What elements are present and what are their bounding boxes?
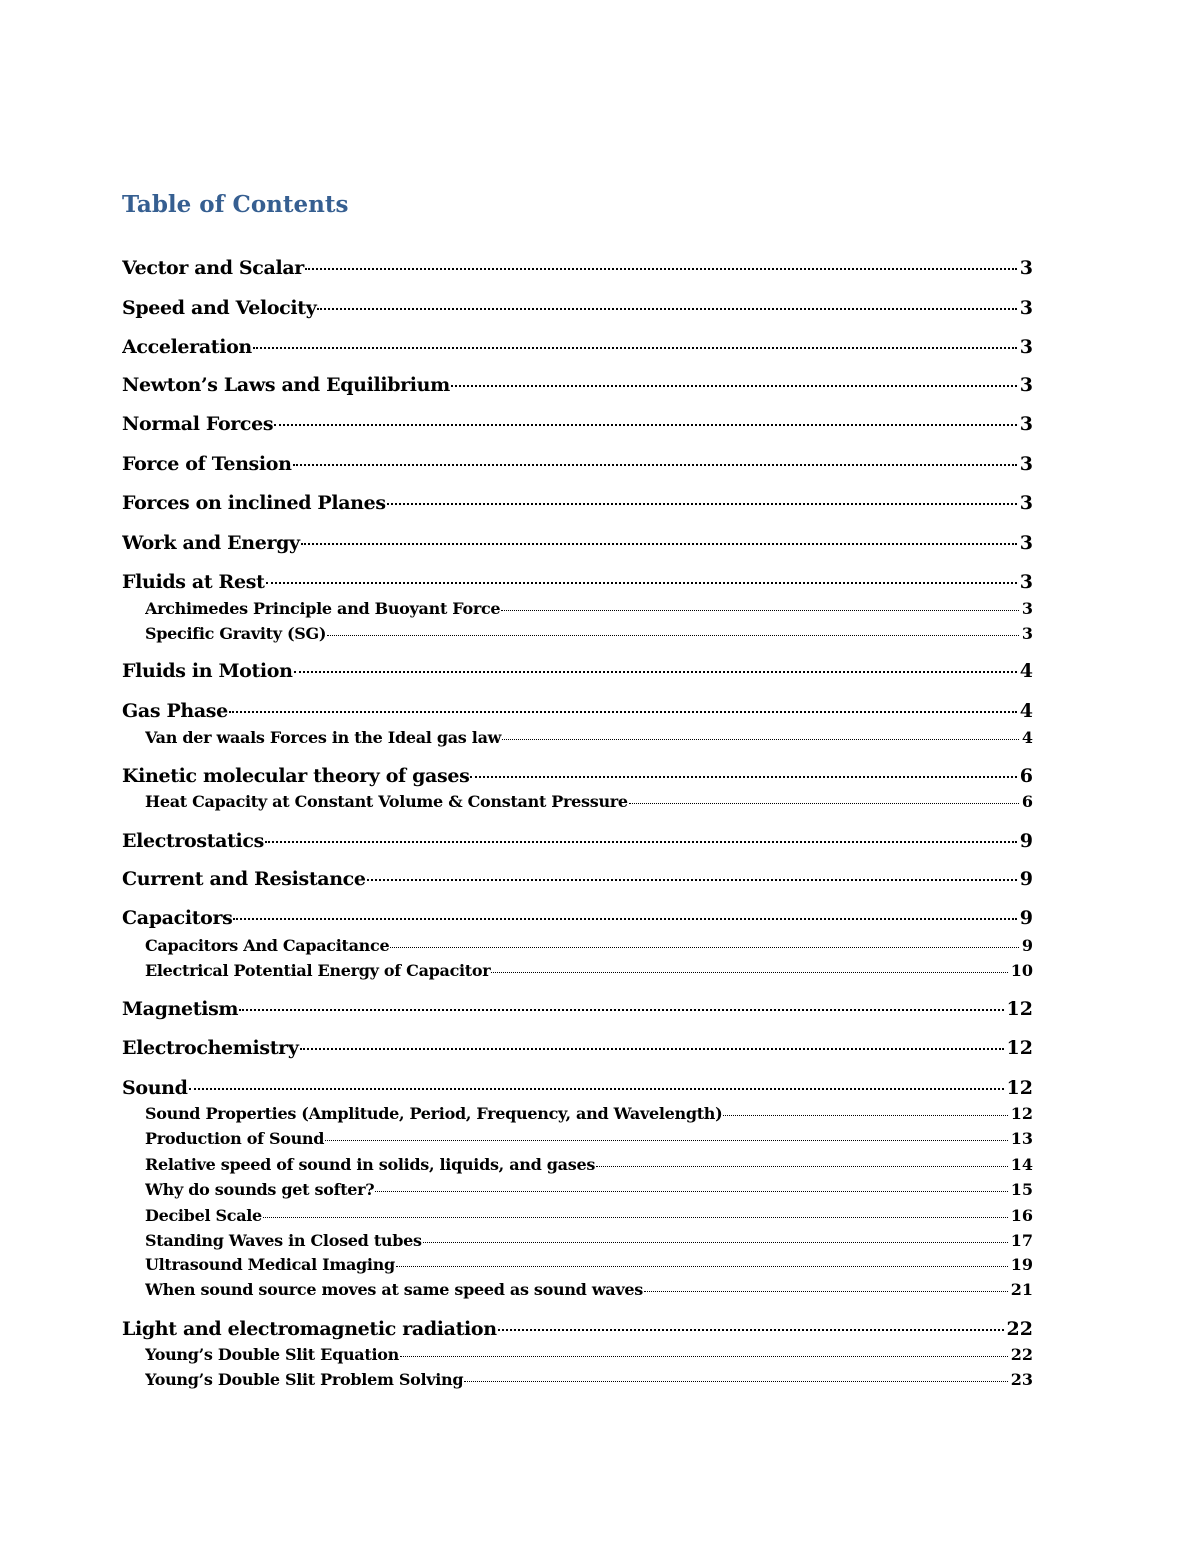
toc-entry-page: 3 xyxy=(1019,374,1033,396)
dot-leader xyxy=(301,543,1017,545)
dot-leader xyxy=(596,1166,1008,1167)
toc-entry-page: 16 xyxy=(1010,1206,1033,1225)
toc-entry-page: 13 xyxy=(1010,1129,1033,1148)
toc-entry-title: Relative speed of sound in solids, liquids, and gases xyxy=(145,1155,596,1174)
toc-entry-page: 4 xyxy=(1019,660,1033,682)
toc-entry-page: 17 xyxy=(1010,1231,1033,1250)
toc-entry[interactable] xyxy=(122,1074,1033,1102)
toc-entry-page: 21 xyxy=(1010,1280,1033,1299)
dot-leader xyxy=(390,947,1019,948)
toc-subentry[interactable] xyxy=(145,1368,1033,1392)
toc-entry-page: 3 xyxy=(1019,336,1033,358)
toc-entry[interactable] xyxy=(122,568,1033,596)
toc-entry-page: 12 xyxy=(1006,1037,1033,1059)
toc-entry-title: Acceleration xyxy=(122,336,252,358)
toc-entry-page: 3 xyxy=(1019,571,1033,593)
dot-leader xyxy=(491,972,1007,973)
toc-subentry[interactable] xyxy=(145,1278,1033,1302)
dot-leader xyxy=(464,1381,1007,1382)
toc-entry-page: 22 xyxy=(1010,1345,1033,1364)
toc-entry-title: Specific Gravity (SG) xyxy=(145,624,327,643)
toc-entry-title: Decibel Scale xyxy=(145,1206,262,1225)
toc-entry-page: 6 xyxy=(1019,765,1033,787)
toc-entry-title: Kinetic molecular theory of gases xyxy=(122,765,470,787)
toc-entry-title: Van der waals Forces in the Ideal gas law xyxy=(145,728,502,747)
dot-leader xyxy=(325,1140,1008,1141)
dot-leader xyxy=(367,879,1017,881)
toc-entry-page: 12 xyxy=(1006,998,1033,1020)
dot-leader xyxy=(263,1217,1008,1218)
toc-entry-page: 9 xyxy=(1019,868,1033,890)
toc-entry-title: Production of Sound xyxy=(145,1129,325,1148)
dot-leader xyxy=(293,464,1017,466)
toc-entry-page: 3 xyxy=(1019,413,1033,435)
toc-entry-title: Fluids at Rest xyxy=(122,571,265,593)
toc-entry-page: 9 xyxy=(1019,907,1033,929)
toc-entry[interactable] xyxy=(122,904,1033,932)
toc-entry-page: 3 xyxy=(1019,492,1033,514)
toc-title: Table of Contents xyxy=(122,191,349,218)
toc-subentry[interactable] xyxy=(145,1178,1033,1202)
dot-leader xyxy=(470,776,1016,778)
toc-entry[interactable] xyxy=(122,294,1033,322)
dot-leader xyxy=(387,503,1017,505)
toc-entry[interactable] xyxy=(122,489,1033,517)
dot-leader xyxy=(396,1266,1008,1267)
toc-entry-title: Gas Phase xyxy=(122,700,228,722)
toc-entry-page: 12 xyxy=(1006,1077,1033,1099)
toc-entry[interactable] xyxy=(122,450,1033,478)
toc-entry-title: Normal Forces xyxy=(122,413,274,435)
toc-entry-title: Vector and Scalar xyxy=(122,257,304,279)
dot-leader xyxy=(375,1191,1007,1192)
toc-entry-title: Speed and Velocity xyxy=(122,297,317,319)
toc-subentry[interactable] xyxy=(145,726,1033,750)
toc-subentry[interactable] xyxy=(145,934,1033,958)
toc-entry-page: 4 xyxy=(1019,700,1033,722)
toc-subentry[interactable] xyxy=(145,1153,1033,1177)
toc-entry[interactable] xyxy=(122,762,1033,790)
toc-subentry[interactable] xyxy=(145,622,1033,646)
toc-entry[interactable] xyxy=(122,1315,1033,1343)
dot-leader xyxy=(305,268,1017,270)
toc-entry-title: When sound source moves at same speed as sound waves xyxy=(145,1280,643,1299)
toc-entry[interactable] xyxy=(122,529,1033,557)
dot-leader xyxy=(300,1048,1004,1050)
toc-entry-title: Electrical Potential Energy of Capacitor xyxy=(145,961,491,980)
toc-entry-title: Forces on inclined Planes xyxy=(122,492,386,514)
toc-entry-page: 12 xyxy=(1010,1104,1033,1123)
toc-entry-title: Sound Properties (Amplitude, Period, Frequency, and Wavelength) xyxy=(145,1104,723,1123)
toc-subentry[interactable] xyxy=(145,597,1033,621)
dot-leader xyxy=(723,1115,1007,1116)
toc-entry-title: Newton’s Laws and Equilibrium xyxy=(122,374,450,396)
toc-subentry[interactable] xyxy=(145,1102,1033,1126)
toc-entry-title: Force of Tension xyxy=(122,453,292,475)
toc-entry-title: Standing Waves in Closed tubes xyxy=(145,1231,422,1250)
toc-entry-title: Young’s Double Slit Problem Solving xyxy=(145,1370,464,1389)
dot-leader xyxy=(502,739,1019,740)
toc-entry-title: Work and Energy xyxy=(122,532,300,554)
toc-entry-page: 4 xyxy=(1021,728,1033,747)
toc-entry-title: Light and electromagnetic radiation xyxy=(122,1318,497,1340)
toc-entry-page: 3 xyxy=(1019,297,1033,319)
toc-entry-title: Capacitors xyxy=(122,907,233,929)
dot-leader xyxy=(239,1009,1003,1011)
toc-entry-title: Magnetism xyxy=(122,998,239,1020)
toc-entry-title: Ultrasound Medical Imaging xyxy=(145,1255,395,1274)
toc-entry[interactable] xyxy=(122,995,1033,1023)
toc-entry[interactable] xyxy=(122,697,1033,725)
toc-entry-page: 3 xyxy=(1019,257,1033,279)
toc-entry-title: Sound xyxy=(122,1077,188,1099)
toc-subentry[interactable] xyxy=(145,1343,1033,1367)
toc-entry[interactable] xyxy=(122,1034,1033,1062)
dot-leader xyxy=(274,424,1017,426)
toc-entry-page: 3 xyxy=(1019,532,1033,554)
dot-leader xyxy=(327,635,1019,636)
toc-entry-page: 19 xyxy=(1010,1255,1033,1274)
toc-entry-title: Why do sounds get softer? xyxy=(145,1180,375,1199)
toc-entry-page: 3 xyxy=(1019,453,1033,475)
toc-entry-page: 3 xyxy=(1021,599,1033,618)
dot-leader xyxy=(498,1329,1004,1331)
toc-subentry[interactable] xyxy=(145,790,1033,814)
dot-leader xyxy=(317,308,1016,310)
toc-entry-page: 9 xyxy=(1021,936,1033,955)
toc-subentry[interactable] xyxy=(145,959,1033,983)
dot-leader xyxy=(233,918,1016,920)
dot-leader xyxy=(294,671,1017,673)
toc-entry[interactable] xyxy=(122,371,1033,399)
toc-entry[interactable] xyxy=(122,410,1033,438)
dot-leader xyxy=(189,1088,1004,1090)
dot-leader xyxy=(253,347,1017,349)
dot-leader xyxy=(266,582,1017,584)
toc-entry[interactable] xyxy=(122,657,1033,685)
dot-leader xyxy=(501,610,1019,611)
toc-entry-page: 23 xyxy=(1010,1370,1033,1389)
toc-entry-title: Archimedes Principle and Buoyant Force xyxy=(145,599,501,618)
toc-entry-title: Young’s Double Slit Equation xyxy=(145,1345,399,1364)
toc-entry-page: 3 xyxy=(1021,624,1033,643)
dot-leader xyxy=(229,711,1017,713)
dot-leader xyxy=(629,803,1019,804)
dot-leader xyxy=(265,841,1017,843)
toc-entry[interactable] xyxy=(122,254,1033,282)
toc-subentry[interactable] xyxy=(145,1204,1033,1228)
dot-leader xyxy=(451,385,1017,387)
toc-entry-title: Heat Capacity at Constant Volume & Constant Pressure xyxy=(145,792,628,811)
toc-entry-page: 14 xyxy=(1010,1155,1033,1174)
toc-entry[interactable] xyxy=(122,827,1033,855)
toc-entry-title: Electrochemistry xyxy=(122,1037,299,1059)
toc-entry[interactable] xyxy=(122,333,1033,361)
toc-entry-title: Fluids in Motion xyxy=(122,660,293,682)
dot-leader xyxy=(400,1356,1008,1357)
toc-entry[interactable] xyxy=(122,865,1033,893)
toc-entry-title: Current and Resistance xyxy=(122,868,366,890)
toc-entry-page: 9 xyxy=(1019,830,1033,852)
toc-entry-page: 22 xyxy=(1006,1318,1033,1340)
toc-subentry[interactable] xyxy=(145,1127,1033,1151)
toc-subentry[interactable] xyxy=(145,1253,1033,1277)
toc-subentry[interactable] xyxy=(145,1229,1033,1253)
toc-entry-title: Capacitors And Capacitance xyxy=(145,936,390,955)
dot-leader xyxy=(644,1291,1008,1292)
toc-entry-title: Electrostatics xyxy=(122,830,264,852)
dot-leader xyxy=(423,1242,1008,1243)
toc-entry-page: 6 xyxy=(1021,792,1033,811)
toc-entry-page: 15 xyxy=(1010,1180,1033,1199)
toc-entry-page: 10 xyxy=(1010,961,1033,980)
